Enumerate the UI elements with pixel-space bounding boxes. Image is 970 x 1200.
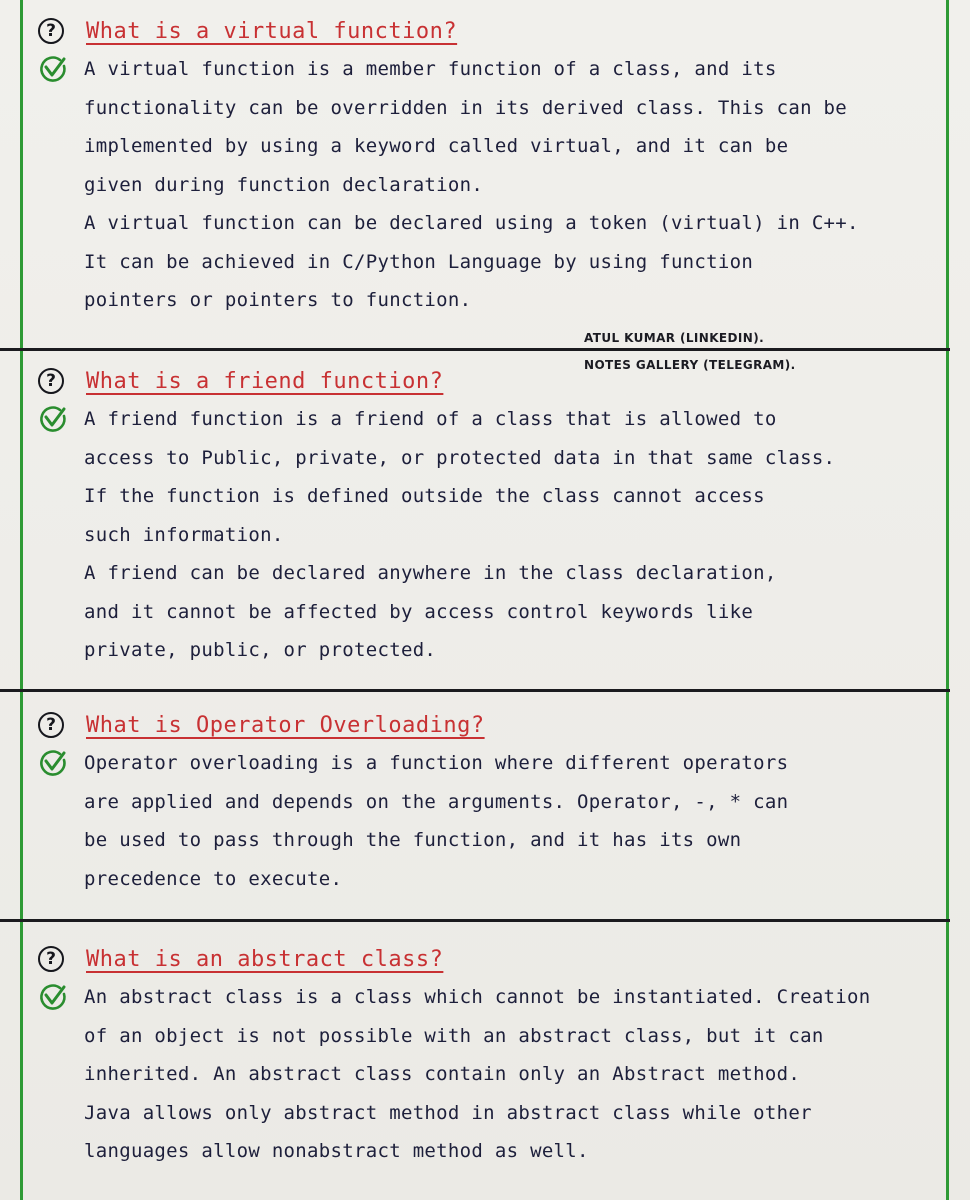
section-divider [0,348,950,351]
question-row [38,12,938,50]
question-title: What is Operator Overloading? [86,712,485,738]
question-circle-icon: ? [38,712,64,738]
credit-telegram: NOTES GALLERY (TELEGRAM). [584,358,796,372]
answer-row [38,978,938,1171]
answer-row [38,744,938,898]
note-section-virtual-function [38,12,938,320]
question-title: What is a virtual function? [86,18,458,44]
question-circle-icon: ? [38,368,64,394]
right-margin-line [946,0,949,1200]
section-divider [0,689,950,692]
answer-row [38,400,938,670]
question-title: What is an abstract class? [86,946,444,972]
note-section-operator-overloading [38,706,938,898]
answer-text: A friend function is a friend of a class that is allowed to access to Public, private, or protected data in that same class. If the function is defined outside the class cannot access such information. A friend can be declared anywhere in the class declaration, and it cannot be affected by access control keywords like private, public, or protected. [84,408,836,661]
question-circle-icon: ? [38,18,64,44]
question-title: What is a friend function? [86,368,444,394]
credit-linkedin: ATUL KUMAR (LINKEDIN). [584,331,765,345]
question-row [38,940,938,978]
check-circle-icon [38,54,68,84]
left-margin-line [20,0,23,1200]
question-row [38,362,938,400]
question-circle-icon: ? [38,946,64,972]
note-section-abstract-class [38,940,938,1171]
check-circle-icon [38,748,68,778]
note-section-friend-function [38,362,938,670]
section-divider [0,919,950,922]
answer-text: Operator overloading is a function where different operators are applied and depends on the arguments. Operator, -, * can be used to pass through the function, and it has its own precedence to execute. [84,752,789,890]
question-row [38,706,938,744]
answer-text: A virtual function is a member function of a class, and its functionality can be overridden in its derived class. This can be implemented by using a keyword called virtual, and it can be given during function declaration. A virtual function can be declared using a token (virtual) in C++. It can be achieved in C/Python Language by using function pointers or pointers to function. [84,58,859,311]
answer-row [38,50,938,320]
check-circle-icon [38,982,68,1012]
check-circle-icon [38,404,68,434]
answer-text: An abstract class is a class which cannot be instantiated. Creation of an object is not possible with an abstract class, but it can inherited. An abstract class contain only an Abstract method. Java allows only abstract method in abstract class while other languages allow nonabstract method as well. [84,986,871,1162]
